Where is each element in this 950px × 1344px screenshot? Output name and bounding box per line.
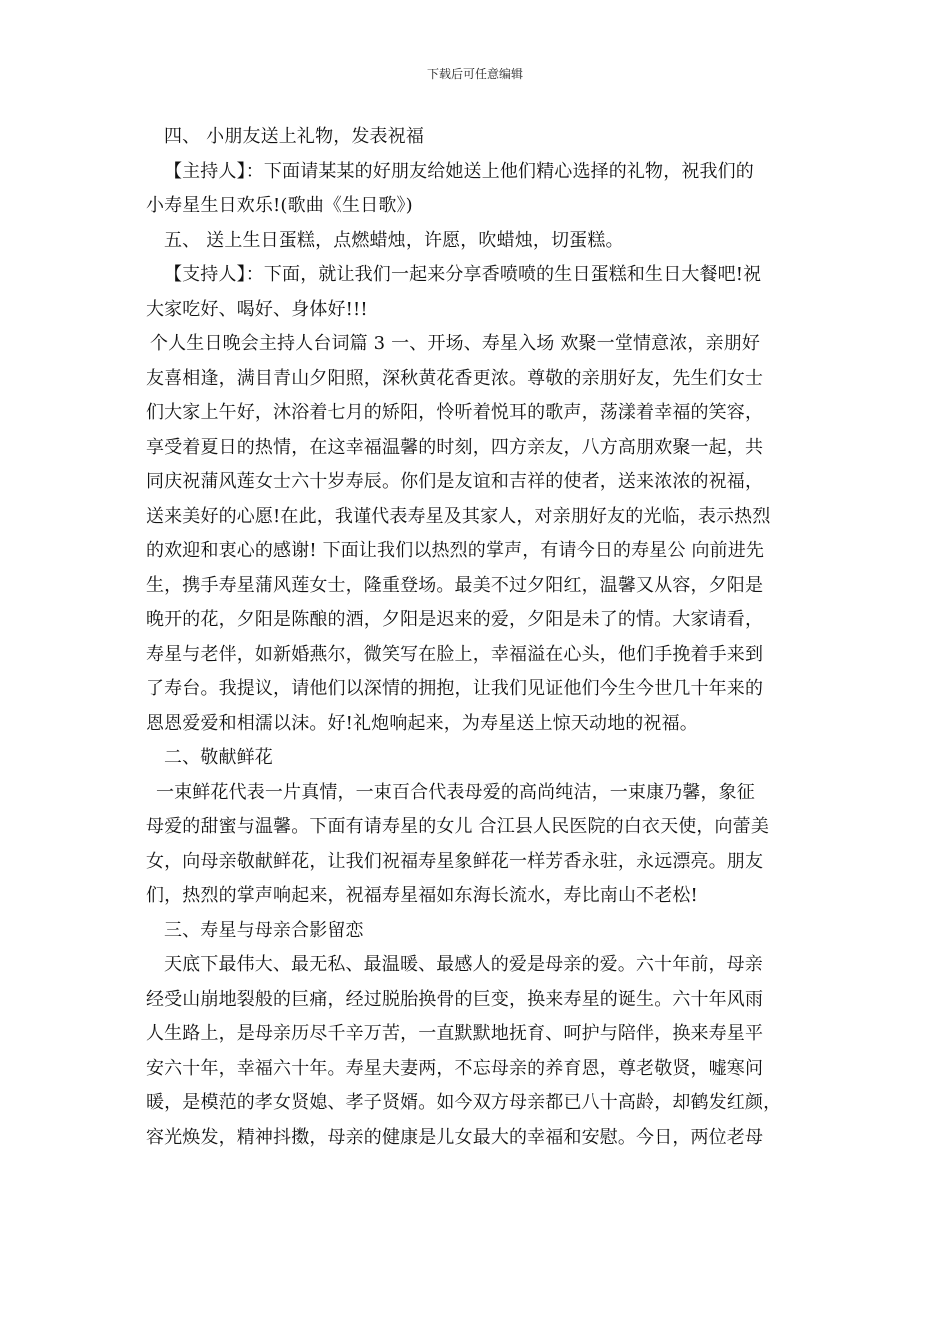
paragraph-line: 们，热烈的掌声响起来，祝福寿星福如东海长流水，寿比南山不老松! [146, 885, 698, 906]
document-body [146, 120, 818, 1155]
paragraph-line: 天底下最伟大、最无私、最温暖、最感人的爱是母亲的爱。六十年前，母亲 [164, 954, 763, 975]
paragraph-line: 小寿星生日欢乐!(歌曲《生日歌》) [146, 195, 413, 216]
section-heading-cake: 五、 送上生日蛋糕，点燃蜡烛，许愿，吹蜡烛，切蛋糕。 [164, 229, 624, 251]
paragraph-line: 容光焕发，精神抖擞，母亲的健康是儿女最大的幸福和安慰。今日，两位老母 [146, 1126, 764, 1148]
paragraph-line: 生，携手寿星蒲风莲女士，隆重登场。最美不过夕阳红，温馨又从容，夕阳是 [146, 574, 764, 596]
paragraph-line: 送来美好的心愿!在此，我谨代表寿星及其家人，对亲朋好友的光临，表示热烈 [146, 505, 771, 527]
paragraph-line: 女，向母亲敬献鲜花，让我们祝福寿星象鲜花一样芳香永驻，永远漂亮。朋友 [146, 850, 764, 872]
paragraph-line: 恩恩爱爱和相濡以沫。好!礼炮响起来，为寿星送上惊天动地的祝福。 [146, 712, 698, 734]
page-header: 下载后可任意编辑 [426, 67, 523, 81]
paragraph-line: 一束鲜花代表一片真情，一束百合代表母爱的高尚纯洁，一束康乃馨，象征 [156, 781, 755, 803]
paragraph-line: 寿星与老伴，如新婚燕尔，微笑写在脸上，幸福溢在心头，他们手挽着手来到 [146, 643, 764, 665]
section-heading-photo: 三、寿星与母亲合影留恋 [164, 919, 364, 941]
paragraph-line: 【支持人】：下面，就让我们一起来分享香喷喷的生日蛋糕和生日大餐吧!祝 [164, 264, 762, 285]
section-heading-flowers: 二、敬献鲜花 [164, 747, 273, 768]
paragraph-line: 安六十年，幸福六十年。寿星夫妻两，不忘母亲的养育恩，尊老敬贤，嘘寒问 [146, 1057, 764, 1079]
paragraph-line: 了寿台。我提议，请他们以深情的拥抱，让我们见证他们今生今世几十年来的 [146, 678, 764, 699]
paragraph-line: 的欢迎和衷心的感谢! 下面让我们以热烈的掌声，有请今日的寿星公 向前进先 [146, 540, 765, 561]
paragraph-line: 个人生日晚会主持人台词篇 3 一、开场、寿星入场 欢聚一堂情意浓，亲朋好 [150, 333, 761, 354]
paragraph-line: 暖，是模范的孝女贤媳、孝子贤婿。如今双方母亲都已八十高龄，却鹤发红颜， [146, 1092, 782, 1113]
paragraph-line: 人生路上，是母亲历尽千辛万苦，一直默默地抚育、呵护与陪伴，换来寿星平 [146, 1023, 764, 1044]
paragraph-line: 【主持人】：下面请某某的好朋友给她送上他们精心选择的礼物，祝我们的 [164, 160, 754, 182]
paragraph-line: 大家吃好、喝好、身体好!!! [146, 298, 368, 320]
paragraph-line: 母爱的甜蜜与温馨。下面有请寿星的女儿 合江县人民医院的白衣天使，向蕾美 [146, 816, 769, 837]
paragraph-line: 同庆祝蒲风莲女士六十岁寿辰。你们是友谊和吉祥的使者，送来浓浓的祝福， [146, 471, 764, 492]
paragraph-line: 友喜相逢，满目青山夕阳照，深秋黄花香更浓。尊敬的亲朋好友，先生们女士 [146, 367, 764, 389]
paragraph-line: 晚开的花，夕阳是陈酿的酒，夕阳是迟来的爱，夕阳是未了的情。大家请看， [146, 609, 764, 630]
section-heading-gifts: 四、 小朋友送上礼物，发表祝福 [164, 126, 424, 147]
paragraph-line: 们大家上午好，沐浴着七月的矫阳，怜听着悦耳的歌声，荡漾着幸福的笑容， [146, 402, 764, 423]
paragraph-line: 经受山崩地裂般的巨痛，经过脱胎换骨的巨变，换来寿星的诞生。六十年风雨 [146, 988, 764, 1010]
paragraph-line: 享受着夏日的热情，在这幸福温馨的时刻，四方亲友，八方高朋欢聚一起，共 [146, 436, 764, 458]
